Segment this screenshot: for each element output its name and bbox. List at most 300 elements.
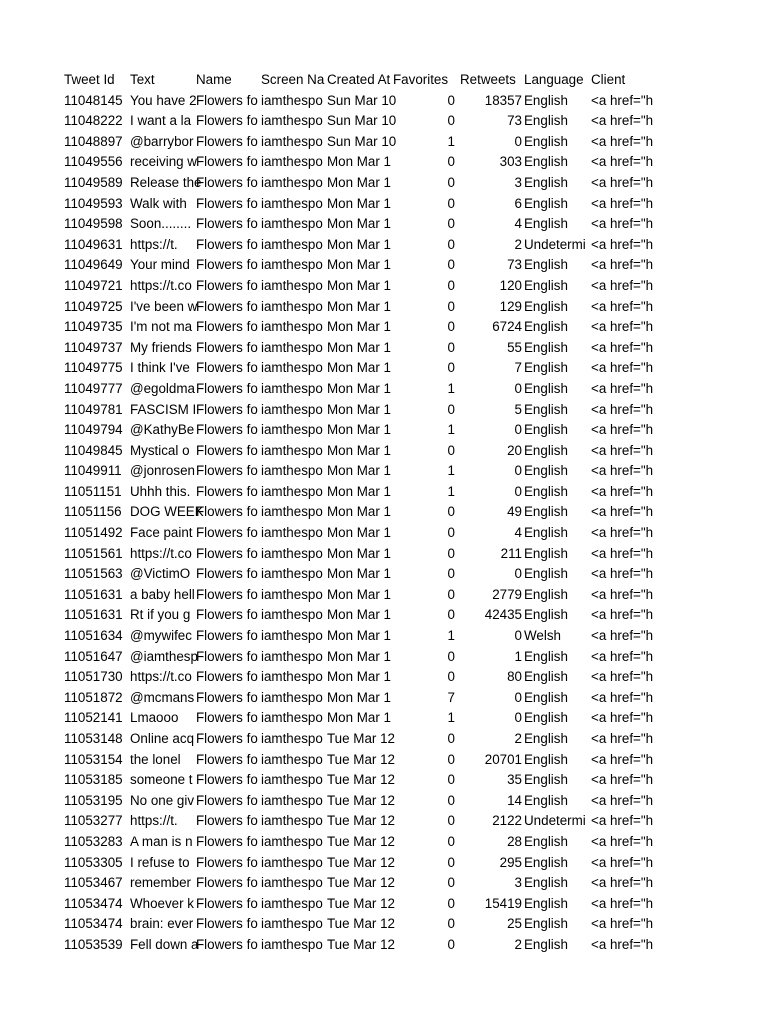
cell-name[interactable]: Flowers fo [196,772,258,788]
cell-created-at[interactable]: Mon Mar 1 [327,566,391,582]
cell-retweets[interactable]: 0 [514,380,522,396]
cell-created-at[interactable]: Mon Mar 1 [327,422,391,438]
cell-favorites[interactable]: 0 [447,813,455,829]
cell-name[interactable]: Flowers fo [196,648,258,664]
cell-created-at[interactable]: Mon Mar 1 [327,669,391,685]
cell-language[interactable]: English [524,586,568,602]
cell-created-at[interactable]: Mon Mar 1 [327,463,391,479]
cell-name[interactable]: Flowers fo [196,174,258,190]
cell-favorites[interactable]: 0 [447,277,455,293]
cell-text[interactable]: https://t.co [130,545,192,561]
cell-client[interactable]: <a href="h [591,792,654,808]
cell-screen-name[interactable]: iamthespo [261,628,323,644]
cell-client[interactable]: <a href="h [591,895,654,911]
cell-created-at[interactable]: Tue Mar 12 [327,731,395,746]
cell-tweet-id[interactable]: 11049593 [64,195,123,211]
cell-language[interactable]: English [524,216,568,232]
cell-language[interactable]: English [524,360,568,376]
cell-language[interactable]: English [524,833,568,849]
cell-client[interactable]: <a href="h [591,319,654,335]
cell-name[interactable]: Flowers fo [196,401,258,417]
cell-tweet-id[interactable]: 11051631 [64,586,123,602]
cell-tweet-id[interactable]: 11053277 [64,813,123,829]
cell-language[interactable]: English [524,772,568,788]
cell-text[interactable]: Your mind [130,257,190,273]
cell-name[interactable]: Flowers fo [196,566,258,582]
cell-retweets[interactable]: 42435 [484,607,522,623]
cell-name[interactable]: Flowers fo [196,504,258,520]
cell-language[interactable]: English [524,566,568,582]
cell-created-at[interactable]: Tue Mar 12 [327,936,395,952]
cell-retweets[interactable]: 0 [514,133,522,149]
cell-retweets[interactable]: 2 [514,731,522,746]
cell-language[interactable]: English [524,380,568,396]
cell-language[interactable]: English [524,154,568,170]
cell-text[interactable]: @jonrosen [130,463,195,479]
cell-tweet-id[interactable]: 11051872 [64,689,123,705]
cell-text[interactable]: https://t. [130,813,178,829]
cell-retweets[interactable]: 129 [499,298,522,314]
cell-screen-name[interactable]: iamthespo [261,710,323,726]
cell-client[interactable]: <a href="h [591,607,654,623]
cell-tweet-id[interactable]: 11053195 [64,792,123,808]
cell-client[interactable]: <a href="h [591,401,654,417]
cell-tweet-id[interactable]: 11049589 [64,174,123,190]
cell-retweets[interactable]: 18357 [484,92,522,108]
cell-text[interactable]: Release the [130,174,202,190]
cell-screen-name[interactable]: iamthespo [261,648,323,664]
cell-favorites[interactable]: 0 [447,648,455,664]
cell-language[interactable]: English [524,422,568,438]
cell-language[interactable]: English [524,113,568,129]
cell-created-at[interactable]: Mon Mar 1 [327,525,391,541]
cell-client[interactable]: <a href="h [591,463,654,479]
cell-client[interactable]: <a href="h [591,854,654,870]
cell-text[interactable]: FASCISM I [130,401,197,417]
cell-favorites[interactable]: 0 [447,442,455,458]
cell-created-at[interactable]: Mon Mar 1 [327,360,391,376]
cell-retweets[interactable]: 3 [514,174,522,190]
cell-retweets[interactable]: 6 [514,195,522,211]
cell-client[interactable]: <a href="h [591,710,654,726]
cell-language[interactable]: English [524,875,568,891]
cell-text[interactable]: @KathyBe [130,422,195,438]
cell-text[interactable]: No one giv [130,792,195,808]
cell-language[interactable]: English [524,607,568,623]
cell-retweets[interactable]: 211 [500,545,522,561]
cell-screen-name[interactable]: iamthespo [261,133,323,149]
cell-retweets[interactable]: 0 [514,463,522,479]
cell-created-at[interactable]: Mon Mar 1 [327,277,391,293]
cell-language[interactable]: English [524,916,568,932]
cell-tweet-id[interactable]: 11051730 [64,669,123,685]
cell-name[interactable]: Flowers fo [196,319,258,335]
cell-name[interactable]: Flowers fo [196,525,258,541]
cell-favorites[interactable]: 0 [447,916,455,932]
cell-retweets[interactable]: 0 [514,710,522,726]
cell-created-at[interactable]: Mon Mar 1 [327,586,391,602]
cell-name[interactable]: Flowers fo [196,216,258,232]
cell-language[interactable]: English [524,731,568,746]
cell-tweet-id[interactable]: 11049598 [64,216,123,232]
cell-created-at[interactable]: Mon Mar 1 [327,195,391,211]
cell-text[interactable]: Fell down a [130,936,199,952]
cell-tweet-id[interactable]: 11049781 [64,401,123,417]
cell-client[interactable]: <a href="h [591,442,654,458]
cell-created-at[interactable]: Tue Mar 12 [327,916,395,932]
cell-text[interactable]: https://t.co [130,277,192,293]
cell-created-at[interactable]: Tue Mar 12 [327,895,395,911]
cell-tweet-id[interactable]: 11051156 [64,504,122,520]
cell-screen-name[interactable]: iamthespo [261,586,323,602]
cell-client[interactable]: <a href="h [591,483,654,499]
cell-tweet-id[interactable]: 11049911 [64,463,122,479]
cell-text[interactable]: I've been w [130,298,198,314]
cell-screen-name[interactable]: iamthespo [261,216,323,232]
cell-language[interactable]: English [524,792,568,808]
cell-language[interactable]: Undetermi [524,236,586,252]
cell-tweet-id[interactable]: 11049631 [64,236,123,252]
cell-text[interactable]: Walk with [130,195,187,211]
cell-favorites[interactable]: 0 [447,833,455,849]
cell-favorites[interactable]: 1 [447,133,455,149]
cell-favorites[interactable]: 0 [447,401,455,417]
cell-favorites[interactable]: 0 [447,236,455,252]
cell-name[interactable]: Flowers fo [196,545,258,561]
cell-tweet-id[interactable]: 11053305 [64,854,123,870]
cell-favorites[interactable]: 0 [447,113,455,129]
cell-language[interactable]: Undetermi [524,813,586,829]
cell-name[interactable]: Flowers fo [196,792,258,808]
cell-retweets[interactable]: 303 [499,154,522,170]
cell-name[interactable]: Flowers fo [196,710,258,726]
cell-text[interactable]: I'm not ma [130,319,193,335]
cell-retweets[interactable]: 55 [507,339,522,355]
cell-language[interactable]: English [524,545,568,561]
cell-favorites[interactable]: 0 [447,504,455,520]
cell-client[interactable]: <a href="h [591,772,654,788]
cell-retweets[interactable]: 4 [514,216,522,232]
cell-retweets[interactable]: 0 [514,689,522,705]
cell-name[interactable]: Flowers fo [196,339,258,355]
cell-created-at[interactable]: Mon Mar 1 [327,319,391,335]
cell-name[interactable]: Flowers fo [196,133,258,149]
cell-name[interactable]: Flowers fo [196,195,258,211]
cell-name[interactable]: Flowers fo [196,113,258,129]
cell-language[interactable]: English [524,895,568,911]
cell-created-at[interactable]: Mon Mar 1 [327,648,391,664]
cell-name[interactable]: Flowers fo [196,628,258,644]
cell-language[interactable]: English [524,854,568,870]
cell-retweets[interactable]: 7 [514,360,522,376]
cell-tweet-id[interactable]: 11049845 [64,442,123,458]
cell-favorites[interactable]: 0 [447,792,455,808]
cell-client[interactable]: <a href="h [591,277,654,293]
cell-language[interactable]: English [524,689,568,705]
cell-favorites[interactable]: 0 [447,566,455,582]
cell-language[interactable]: English [524,463,568,479]
cell-retweets[interactable]: 15419 [484,895,522,911]
cell-created-at[interactable]: Mon Mar 1 [327,216,391,232]
cell-tweet-id[interactable]: 11049737 [64,339,123,355]
cell-client[interactable]: <a href="h [591,628,654,644]
cell-tweet-id[interactable]: 11048222 [64,113,123,129]
cell-favorites[interactable]: 1 [447,463,455,479]
cell-retweets[interactable]: 2779 [492,586,522,602]
cell-retweets[interactable]: 1 [514,648,522,664]
cell-favorites[interactable]: 0 [447,216,455,232]
cell-screen-name[interactable]: iamthespo [261,422,323,438]
cell-retweets[interactable]: 0 [514,422,522,438]
cell-screen-name[interactable]: iamthespo [261,895,323,911]
cell-name[interactable]: Flowers fo [196,257,258,273]
cell-created-at[interactable]: Mon Mar 1 [327,380,391,396]
cell-created-at[interactable]: Tue Mar 12 [327,751,395,767]
cell-language[interactable]: English [524,936,568,952]
cell-tweet-id[interactable]: 11049721 [64,277,123,293]
cell-screen-name[interactable]: iamthespo [261,854,323,870]
cell-created-at[interactable]: Tue Mar 12 [327,875,395,891]
cell-client[interactable]: <a href="h [591,195,654,211]
cell-name[interactable]: Flowers fo [196,669,258,685]
cell-name[interactable]: Flowers fo [196,360,258,376]
cell-favorites[interactable]: 0 [447,875,455,891]
cell-retweets[interactable]: 0 [514,483,522,499]
cell-created-at[interactable]: Tue Mar 12 [327,813,395,829]
cell-created-at[interactable]: Mon Mar 1 [327,154,391,170]
cell-language[interactable]: English [524,174,568,190]
cell-screen-name[interactable]: iamthespo [261,689,323,705]
cell-client[interactable]: <a href="h [591,298,654,314]
cell-client[interactable]: <a href="h [591,833,654,849]
cell-tweet-id[interactable]: 11051563 [64,566,123,582]
cell-screen-name[interactable]: iamthespo [261,483,323,499]
cell-language[interactable]: English [524,504,568,520]
cell-name[interactable]: Flowers fo [196,813,258,829]
cell-text[interactable]: You have 2 [130,92,197,108]
cell-text[interactable]: Mystical o [130,442,190,458]
cell-favorites[interactable]: 1 [447,422,455,438]
cell-screen-name[interactable]: iamthespo [261,401,323,417]
cell-tweet-id[interactable]: 11049556 [64,154,123,170]
cell-favorites[interactable]: 0 [447,669,455,685]
header-tweet-id[interactable]: Tweet Id [64,72,115,87]
cell-text[interactable]: DOG WEEK [130,504,204,520]
cell-screen-name[interactable]: iamthespo [261,545,323,561]
cell-language[interactable]: English [524,648,568,664]
cell-favorites[interactable]: 0 [447,751,455,767]
cell-language[interactable]: English [524,298,568,314]
cell-client[interactable]: <a href="h [591,380,654,396]
header-name[interactable]: Name [196,72,232,87]
cell-text[interactable]: Uhhh this. [130,483,191,499]
cell-language[interactable]: English [524,319,568,335]
cell-tweet-id[interactable]: 11051492 [64,525,123,541]
cell-screen-name[interactable]: iamthespo [261,525,323,541]
cell-client[interactable]: <a href="h [591,133,654,149]
cell-client[interactable]: <a href="h [591,339,654,355]
cell-created-at[interactable]: Mon Mar 1 [327,339,391,355]
cell-screen-name[interactable]: iamthespo [261,936,323,952]
cell-screen-name[interactable]: iamthespo [261,875,323,891]
cell-tweet-id[interactable]: 11049794 [64,422,123,438]
cell-screen-name[interactable]: iamthespo [261,298,323,314]
cell-favorites[interactable]: 0 [447,360,455,376]
cell-favorites[interactable]: 0 [447,298,455,314]
cell-created-at[interactable]: Mon Mar 1 [327,504,391,520]
cell-text[interactable]: receiving w [130,154,197,170]
cell-created-at[interactable]: Tue Mar 12 [327,792,395,808]
cell-text[interactable]: https://t.co [130,669,192,685]
cell-screen-name[interactable]: iamthespo [261,792,323,808]
cell-client[interactable]: <a href="h [591,648,654,664]
cell-created-at[interactable]: Mon Mar 1 [327,628,391,644]
cell-retweets[interactable]: 35 [507,772,522,788]
cell-retweets[interactable]: 120 [499,277,522,293]
cell-text[interactable]: https://t. [130,236,178,252]
cell-text[interactable]: @barrybor [130,133,194,149]
cell-favorites[interactable]: 0 [447,895,455,911]
cell-created-at[interactable]: Mon Mar 1 [327,710,391,726]
cell-language[interactable]: Welsh [524,628,561,644]
cell-name[interactable]: Flowers fo [196,936,258,952]
cell-favorites[interactable]: 1 [447,628,455,644]
cell-name[interactable]: Flowers fo [196,442,258,458]
cell-name[interactable]: Flowers fo [196,380,258,396]
cell-text[interactable]: brain: ever [130,916,194,932]
cell-tweet-id[interactable]: 11049775 [64,360,123,376]
cell-screen-name[interactable]: iamthespo [261,92,323,108]
cell-created-at[interactable]: Tue Mar 12 [327,833,395,849]
cell-favorites[interactable]: 0 [447,319,455,335]
cell-client[interactable]: <a href="h [591,257,654,273]
cell-favorites[interactable]: 0 [447,174,455,190]
cell-tweet-id[interactable]: 11052141 [64,710,123,726]
cell-client[interactable]: <a href="h [591,916,654,932]
cell-tweet-id[interactable]: 11049735 [64,319,123,335]
cell-tweet-id[interactable]: 11048145 [64,92,123,108]
header-screen-name[interactable]: Screen Na [261,72,325,87]
cell-client[interactable]: <a href="h [591,689,654,705]
cell-text[interactable]: @mywifec [130,628,192,644]
cell-name[interactable]: Flowers fo [196,422,258,438]
cell-client[interactable]: <a href="h [591,586,654,602]
cell-favorites[interactable]: 0 [447,257,455,273]
header-favorites[interactable]: Favorites [393,72,449,87]
cell-text[interactable]: I want a la [130,113,192,129]
cell-screen-name[interactable]: iamthespo [261,174,323,190]
cell-client[interactable]: <a href="h [591,92,654,108]
cell-tweet-id[interactable]: 11049725 [64,298,123,314]
cell-retweets[interactable]: 0 [514,566,522,582]
cell-created-at[interactable]: Sun Mar 10 [327,133,397,149]
cell-text[interactable]: @VictimO [130,566,191,582]
cell-text[interactable]: Soon........ [130,216,192,232]
cell-created-at[interactable]: Mon Mar 1 [327,174,391,190]
cell-text[interactable]: Whoever k [130,895,194,911]
cell-created-at[interactable]: Mon Mar 1 [327,442,391,458]
cell-language[interactable]: English [524,751,568,767]
cell-favorites[interactable]: 1 [447,483,455,499]
cell-name[interactable]: Flowers fo [196,298,258,314]
cell-created-at[interactable]: Mon Mar 1 [327,689,391,705]
cell-tweet-id[interactable]: 11053474 [64,916,123,932]
cell-client[interactable]: <a href="h [591,936,654,952]
cell-tweet-id[interactable]: 11049649 [64,257,123,273]
cell-created-at[interactable]: Mon Mar 1 [327,545,391,561]
cell-retweets[interactable]: 80 [507,669,522,685]
cell-language[interactable]: English [524,525,568,541]
cell-created-at[interactable]: Sun Mar 10 [327,92,397,108]
cell-retweets[interactable]: 295 [499,854,522,870]
cell-favorites[interactable]: 0 [447,731,455,746]
cell-name[interactable]: Flowers fo [196,854,258,870]
cell-text[interactable]: Rt if you g [130,607,191,623]
cell-screen-name[interactable]: iamthespo [261,751,323,767]
cell-tweet-id[interactable]: 11051561 [64,545,123,561]
cell-favorites[interactable]: 0 [447,545,455,561]
cell-client[interactable]: <a href="h [591,813,654,829]
cell-text[interactable]: remember [130,875,192,891]
cell-tweet-id[interactable]: 11051151 [64,483,122,499]
header-created-at[interactable]: Created At [327,72,391,87]
cell-screen-name[interactable]: iamthespo [261,669,323,685]
cell-retweets[interactable]: 0 [514,628,522,644]
cell-client[interactable]: <a href="h [591,422,654,438]
cell-tweet-id[interactable]: 11051634 [64,628,123,644]
cell-tweet-id[interactable]: 11053154 [64,751,123,767]
cell-client[interactable]: <a href="h [591,113,654,129]
cell-name[interactable]: Flowers fo [196,586,258,602]
cell-client[interactable]: <a href="h [591,216,654,232]
cell-client[interactable]: <a href="h [591,731,654,746]
cell-created-at[interactable]: Tue Mar 12 [327,772,395,788]
cell-name[interactable]: Flowers fo [196,731,258,746]
cell-favorites[interactable]: 0 [447,525,455,541]
cell-text[interactable]: @iamthesp [130,648,198,664]
cell-client[interactable]: <a href="h [591,504,654,520]
cell-text[interactable]: @mcmans [130,689,195,705]
cell-retweets[interactable]: 14 [507,792,522,808]
cell-text[interactable]: a baby hell [130,586,195,602]
cell-screen-name[interactable]: iamthespo [261,504,323,520]
cell-text[interactable]: I think I've [130,360,190,376]
cell-created-at[interactable]: Tue Mar 12 [327,854,395,870]
cell-client[interactable]: <a href="h [591,236,654,252]
cell-language[interactable]: English [524,92,568,108]
cell-language[interactable]: English [524,277,568,293]
cell-favorites[interactable]: 0 [447,936,455,952]
cell-tweet-id[interactable]: 11051647 [64,648,123,664]
cell-created-at[interactable]: Mon Mar 1 [327,257,391,273]
cell-created-at[interactable]: Mon Mar 1 [327,236,391,252]
cell-name[interactable]: Flowers fo [196,916,258,932]
cell-language[interactable]: English [524,669,568,685]
cell-text[interactable]: A man is n [130,833,193,849]
cell-language[interactable]: English [524,257,568,273]
cell-favorites[interactable]: 7 [447,689,455,705]
cell-language[interactable]: English [524,442,568,458]
cell-retweets[interactable]: 20701 [484,751,522,767]
cell-retweets[interactable]: 20 [507,442,522,458]
cell-screen-name[interactable]: iamthespo [261,916,323,932]
cell-screen-name[interactable]: iamthespo [261,339,323,355]
cell-favorites[interactable]: 1 [447,710,455,726]
cell-language[interactable]: English [524,195,568,211]
cell-name[interactable]: Flowers fo [196,483,258,499]
cell-created-at[interactable]: Mon Mar 1 [327,483,391,499]
cell-name[interactable]: Flowers fo [196,463,258,479]
